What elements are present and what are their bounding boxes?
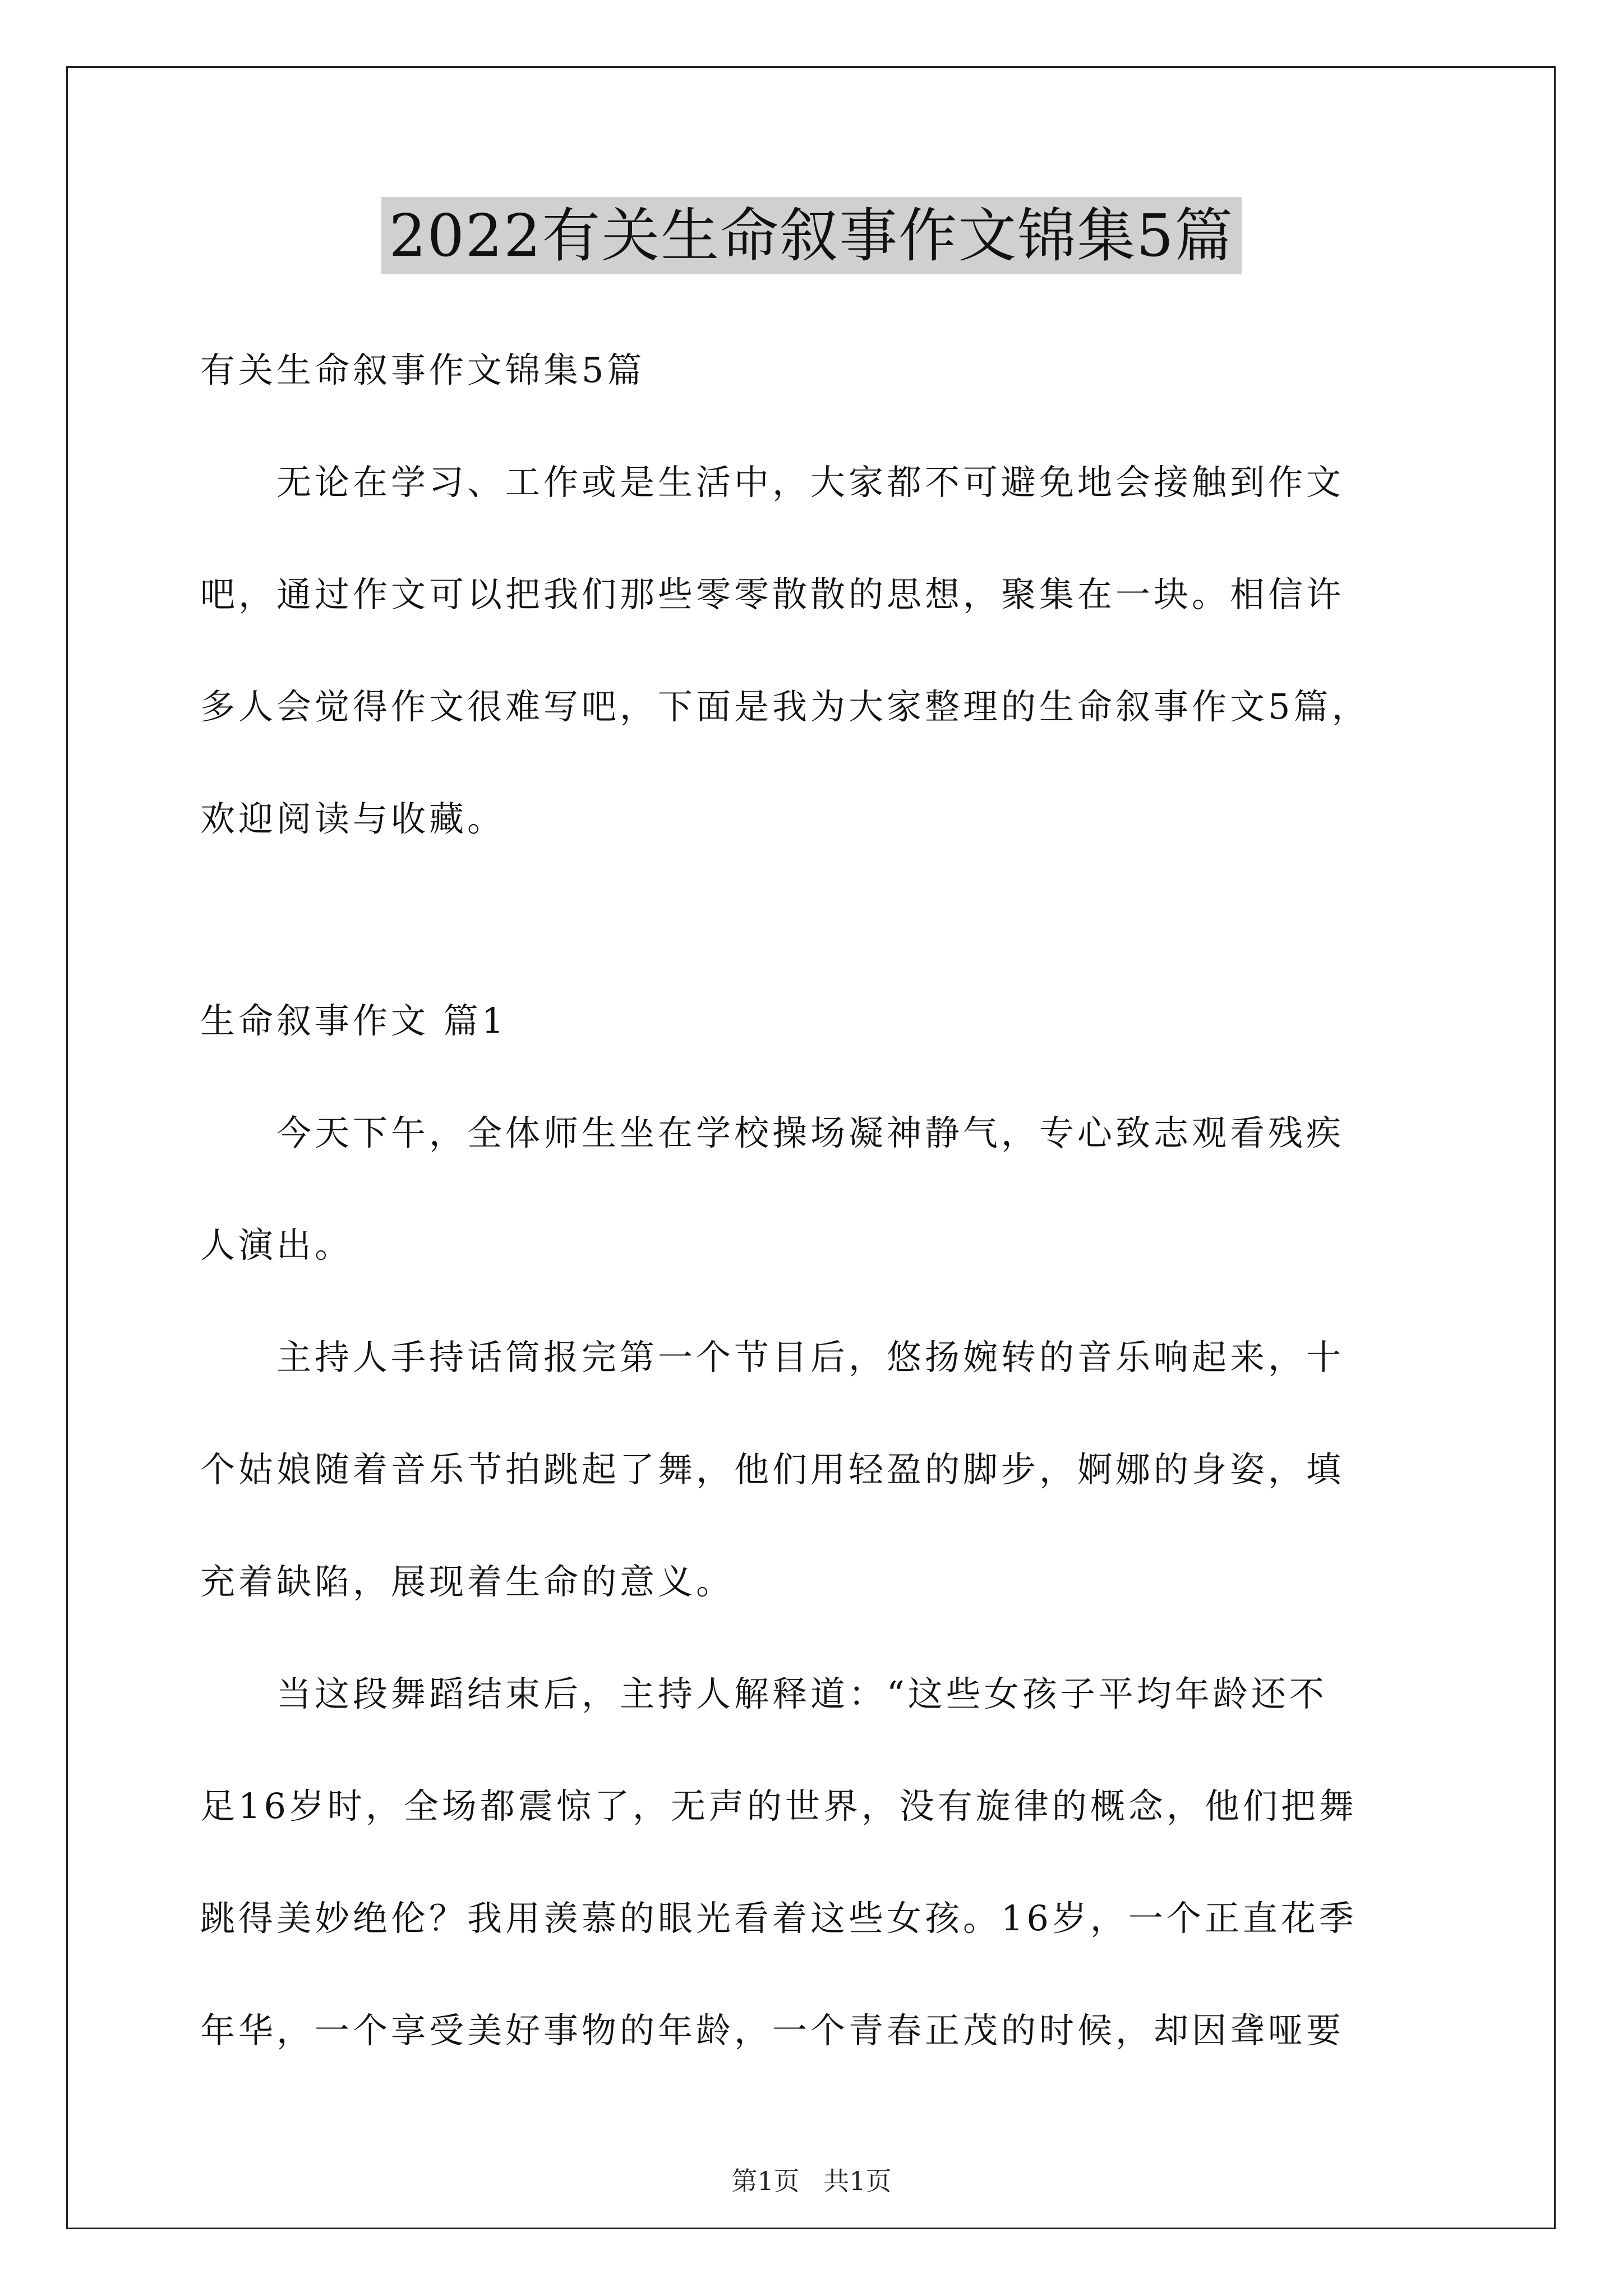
body-line: 当这段舞蹈结束后，主持人解释道：“这些女孩子平均年龄还不 — [200, 1673, 1327, 1714]
body-line: 充着缺陷，展现着生命的意义。 — [200, 1561, 735, 1602]
body-line: 吧，通过作文可以把我们那些零零散散的思想，聚集在一块。相信许 — [200, 574, 1345, 615]
subtitle-line: 有关生命叙事作文锦集5篇 — [200, 349, 645, 390]
body-line: 跳得美妙绝伦？我用羡慕的眼光看着这些女孩。16岁，一个正直花季 — [200, 1898, 1357, 1939]
page-footer — [0, 2164, 1623, 2198]
page-total: 共1页 — [823, 2166, 892, 2196]
body-line: 无论在学习、工作或是生活中，大家都不可避免地会接触到作文 — [200, 462, 1345, 503]
document-title — [0, 194, 1623, 278]
body-line: 足16岁时，全场都震惊了，无声的世界，没有旋律的概念，他们把舞 — [200, 1786, 1357, 1826]
body-line: 主持人手持话筒报完第一个节目后，悠扬婉转的音乐响起来，十 — [200, 1337, 1345, 1378]
body-line: 人演出。 — [200, 1225, 353, 1266]
page-number: 第1页 — [731, 2166, 800, 2196]
body-line: 欢迎阅读与收藏。 — [200, 798, 506, 839]
body-line: 今天下午，全体师生坐在学校操场凝神静气，专心致志观看残疾 — [200, 1112, 1345, 1153]
body-line: 多人会觉得作文很难写吧，下面是我为大家整理的生命叙事作文5篇， — [200, 686, 1370, 727]
document-title-text: 2022有关生命叙事作文锦集5篇 — [381, 197, 1242, 274]
body-line: 个姑娘随着音乐节拍跳起了舞，他们用轻盈的脚步，婀娜的身姿，填 — [200, 1449, 1345, 1490]
body-line: 年华，一个享受美好事物的年龄，一个青春正茂的时候，却因聋哑要 — [200, 2010, 1345, 2051]
section-heading: 生命叙事作文 篇1 — [200, 1000, 508, 1041]
